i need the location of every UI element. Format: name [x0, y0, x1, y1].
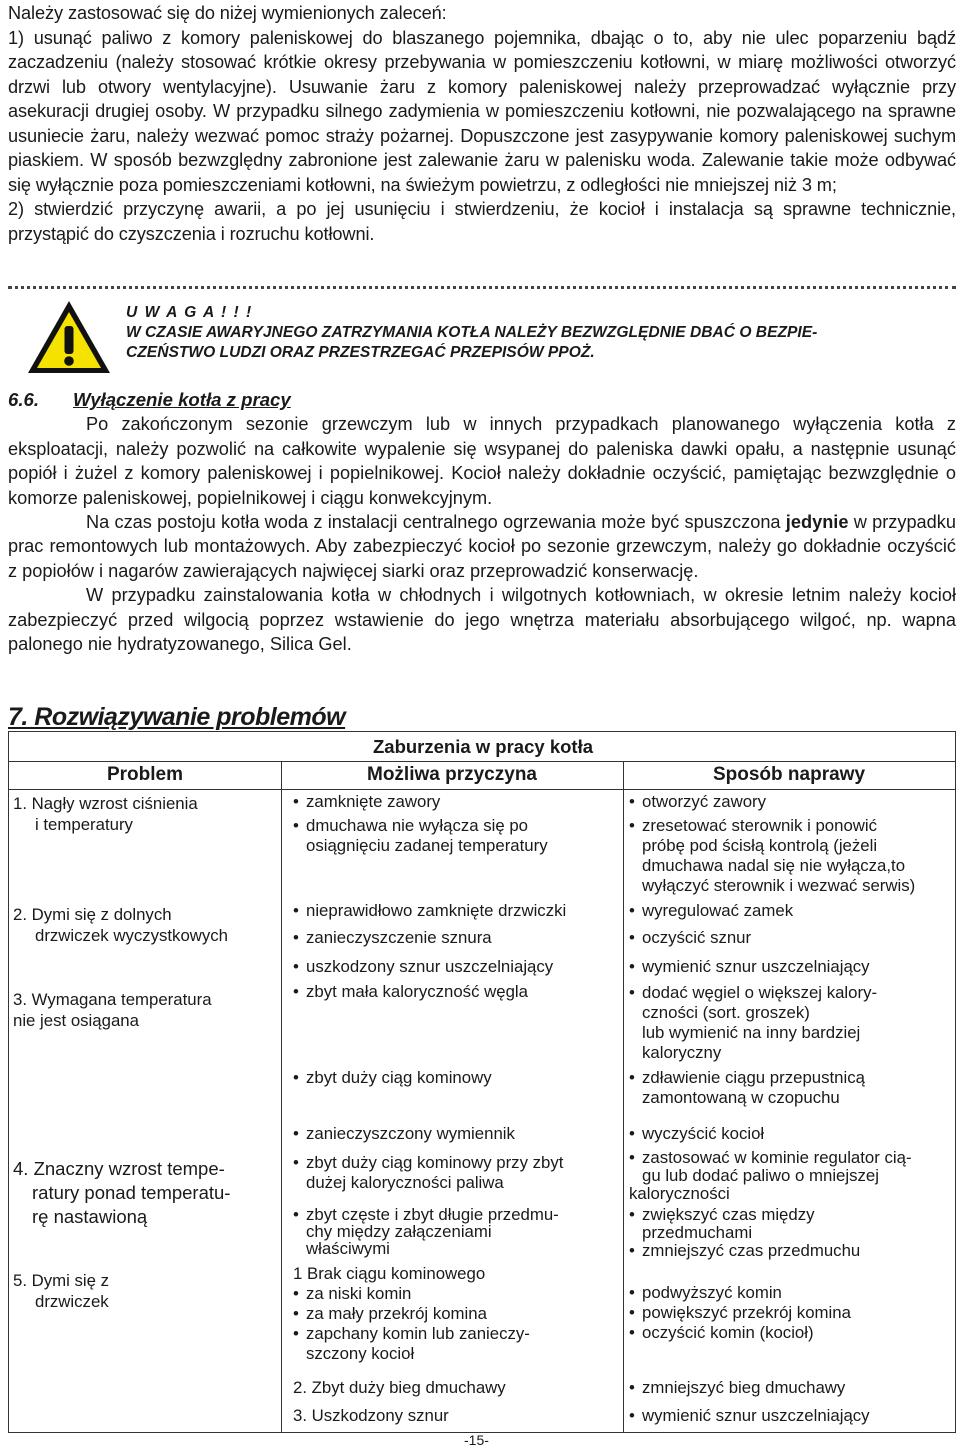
fix-item: • zwiększyć czas między przedmuchami • zmniejszyć czas przedmuchu	[629, 1205, 861, 1260]
problem-1	[13, 793, 198, 835]
section-7-heading: 7. Rozwiązywanie problemów	[8, 703, 346, 731]
paragraph	[8, 510, 956, 583]
warning-title: U W A G A ! ! !	[126, 304, 253, 321]
cause-item: 3. Uszkodzony sznur	[293, 1406, 449, 1425]
cause-item: • zbyt duży ciąg kominowy	[293, 1068, 492, 1087]
fix-item: • podwyższyć komin	[629, 1283, 782, 1302]
section-number: 6.6.	[8, 389, 40, 410]
cause-item: • nieprawidłowo zamknięte drzwiczki	[293, 901, 567, 920]
cause-item: • za mały przekrój komina	[293, 1304, 487, 1323]
intro-line: 1) usunąć paliwo z komory paleniskowej do blaszanego pojemnika, dbając o to, aby nie ulec poparzeniu bądź zaczadzeniu (należy stosować krótkie okresy przebywania w pomieszczeniu kotłowni, w miarę możliwości otworzyć drzwi lub otwory wentylacyjne). Usuwanie żaru z komory paleniskowej należy przeprowadzać wyłącznie przy asekuracji drugiej osoby. W przypadku silnego zadymienia w pomieszczeniu kotłowni, nie pozwalającego na sprawne usuniecie żaru, należy wezwać pomoc straży pożarnej. Dopuszczone jest zasypywanie komory paleniskowej suchym piaskiem. W sposób bezwzględny zabronione jest zalewanie żaru w palenisku woda. Zalewanie takie może odbywać się wyłącznie poza pomieszczeniami kotłowni, na świeżym powietrzu, z odległości nie mniejszej niż 3 m;	[8, 27, 956, 195]
column-divider	[623, 761, 624, 1433]
fix-item: • oczyścić sznur	[629, 928, 752, 947]
problem-line: 2. Dymi się z dolnych	[13, 905, 172, 924]
problem-4	[13, 1157, 230, 1229]
cause-item: • zbyt duży ciąg kominowy przy zbyt dużej kaloryczności paliwa	[293, 1153, 564, 1192]
problem-5	[13, 1270, 109, 1312]
section-title: Wyłączenie kotła z pracy	[73, 389, 291, 410]
warning-line: CZEŃSTWO LUDZI ORAZ PRZESTRZEGAĆ PRZEPISÓW PPOŻ.	[126, 344, 595, 361]
paragraph: Po zakończonym sezonie grzewczym lub w innych przypadkach planowanego wyłączenia kotła z eksploatacji, należy pozwolić na całkowite wypalenie się wsypanej do paleniska dawki opału, a następnie usunąć popiół i żużel z komory paleniskowej i popielnikowej. Kocioł należy dokładnie oczyścić, pamiętając bezwzględnie o komorze paleniskowej, popielnikowej i ciągu konwekcyjnym.	[8, 414, 956, 508]
manual-page	[8, 0, 956, 1448]
problem-line: 1. Nagły wzrost ciśnienia	[13, 794, 198, 813]
cause-item: • zbyt mała kaloryczność węgla	[293, 982, 528, 1001]
header-fix: Sposób naprawy	[712, 764, 866, 785]
intro-line: Należy zastosować się do niżej wymienionych zaleceń:	[8, 3, 447, 23]
fix-item: • powiększyć przekrój komina	[629, 1303, 851, 1322]
fix-item: • otworzyć zawory	[629, 792, 767, 811]
problem-line: drzwiczek wyczystkowych	[35, 926, 229, 945]
problem-line: ratury ponad temperatu-	[32, 1182, 231, 1203]
table-rule	[9, 761, 955, 762]
intro-text	[8, 1, 956, 246]
header-problem: Problem	[106, 764, 184, 785]
problem-line: rę nastawioną	[32, 1206, 148, 1227]
problem-line: nie jest osiągana	[13, 1011, 139, 1030]
fix-item: • wymienić sznur uszczelniający	[629, 1406, 870, 1425]
emphasis: jedynie	[785, 512, 849, 533]
dotted-divider	[8, 286, 956, 289]
paragraph: W przypadku zainstalowania kotła w chłodnych i wilgotnych kotłowniach, w okresie letnim należy kocioł zabezpieczyć przed wilgocią poprzez wstawienie do jego wnętrza materiału absorbującego wilgoć, np. wapna palonego nie hydratyzowanego, Silica Gel.	[8, 585, 956, 655]
warning-text	[126, 303, 956, 363]
warning-box	[26, 298, 956, 376]
warning-line: W CZASIE AWARYJNEGO ZATRZYMANIA KOTŁA NALEŻY BEZWZGLĘDNIE DBAĆ O BEZPIE-	[126, 324, 818, 341]
cause-item: • dmuchawa nie wyłącza się po osiągnięciu zadanej temperatury	[293, 816, 548, 855]
fix-item: • oczyścić komin (kocioł)	[629, 1323, 814, 1342]
table-title: Zaburzenia w pracy kotła	[372, 736, 593, 757]
cause-item: • zamknięte zawory	[293, 792, 441, 811]
cause-item: • zbyt częste i zbyt długie przedmu- chy między załączeniami właściwymi	[293, 1205, 559, 1258]
troubleshooting-table	[8, 731, 956, 1433]
fix-item: • wyregulować zamek	[629, 901, 794, 920]
problem-line: i temperatury	[35, 815, 133, 834]
cause-item: • zanieczyszczony wymiennik	[293, 1124, 515, 1143]
column-divider	[281, 761, 282, 1433]
cause-item: 2. Zbyt duży bieg dmuchawy	[293, 1378, 506, 1397]
paragraph-text: w przypadku prac remontowych lub montażowych. Aby zabezpieczyć kocioł po sezonie grzewczym, należy go dokładnie oczyścić z popiołów i nagarów zawierających najwięcej siarki oraz przeprowadzić konserwację.	[8, 512, 956, 581]
intro-line: 2) stwierdzić przyczynę awarii, a po jej usunięciu i stwierdzeniu, że kocioł i instalacja są sprawne technicznie, przystąpić do czyszczenia i rozruchu kotłowni.	[8, 199, 956, 244]
fix-item: • wyczyścić kocioł	[629, 1124, 765, 1143]
fix-item: • dodać węgiel o większej kalory- czności (sort. groszek) lub wymienić na inny bardziej kaloryczny	[629, 983, 878, 1062]
table-rule	[9, 789, 955, 790]
fix-item: • wymienić sznur uszczelniający	[629, 957, 870, 976]
problem-line: drzwiczek	[35, 1292, 109, 1311]
page-number: -15-	[464, 1432, 489, 1448]
header-cause: Możliwa przyczyna	[367, 764, 537, 785]
problem-2	[13, 904, 228, 946]
paragraph-text: Na czas postoju kotła woda z instalacji centralnego ogrzewania może być spuszczona	[86, 512, 786, 533]
fix-item: • zastosować w kominie regulator cią- gu lub dodać paliwo o mniejszej kaloryczności	[629, 1148, 912, 1203]
cause-item: • zapchany komin lub zanieczy- szczony kocioł	[293, 1324, 530, 1363]
section-6-6	[8, 388, 956, 656]
problem-line: 3. Wymagana temperatura	[13, 990, 212, 1009]
fix-item: • zresetować sterownik i ponowić próbę pod ścisłą kontrolą (jeżeli dmuchawa nadal się nie wyłącza,to wyłączyć sterownik i wezwać serwis)	[629, 816, 916, 895]
cause-item: 1 Brak ciągu kominowego	[293, 1264, 486, 1283]
cause-item: • zanieczyszczenie sznura	[293, 928, 492, 947]
problem-3	[13, 989, 212, 1031]
warning-triangle-icon	[26, 298, 112, 376]
fix-item: • zmniejszyć bieg dmuchawy	[629, 1378, 846, 1397]
fix-item: • zdławienie ciągu przepustnicą zamontowaną w czopuchu	[629, 1068, 865, 1107]
section-heading	[8, 388, 956, 412]
problem-line: 4. Znaczny wzrost tempe-	[13, 1158, 225, 1179]
cause-item: • uszkodzony sznur uszczelniający	[293, 957, 554, 976]
cause-item: • za niski komin	[293, 1284, 412, 1303]
problem-line: 5. Dymi się z	[13, 1271, 110, 1290]
